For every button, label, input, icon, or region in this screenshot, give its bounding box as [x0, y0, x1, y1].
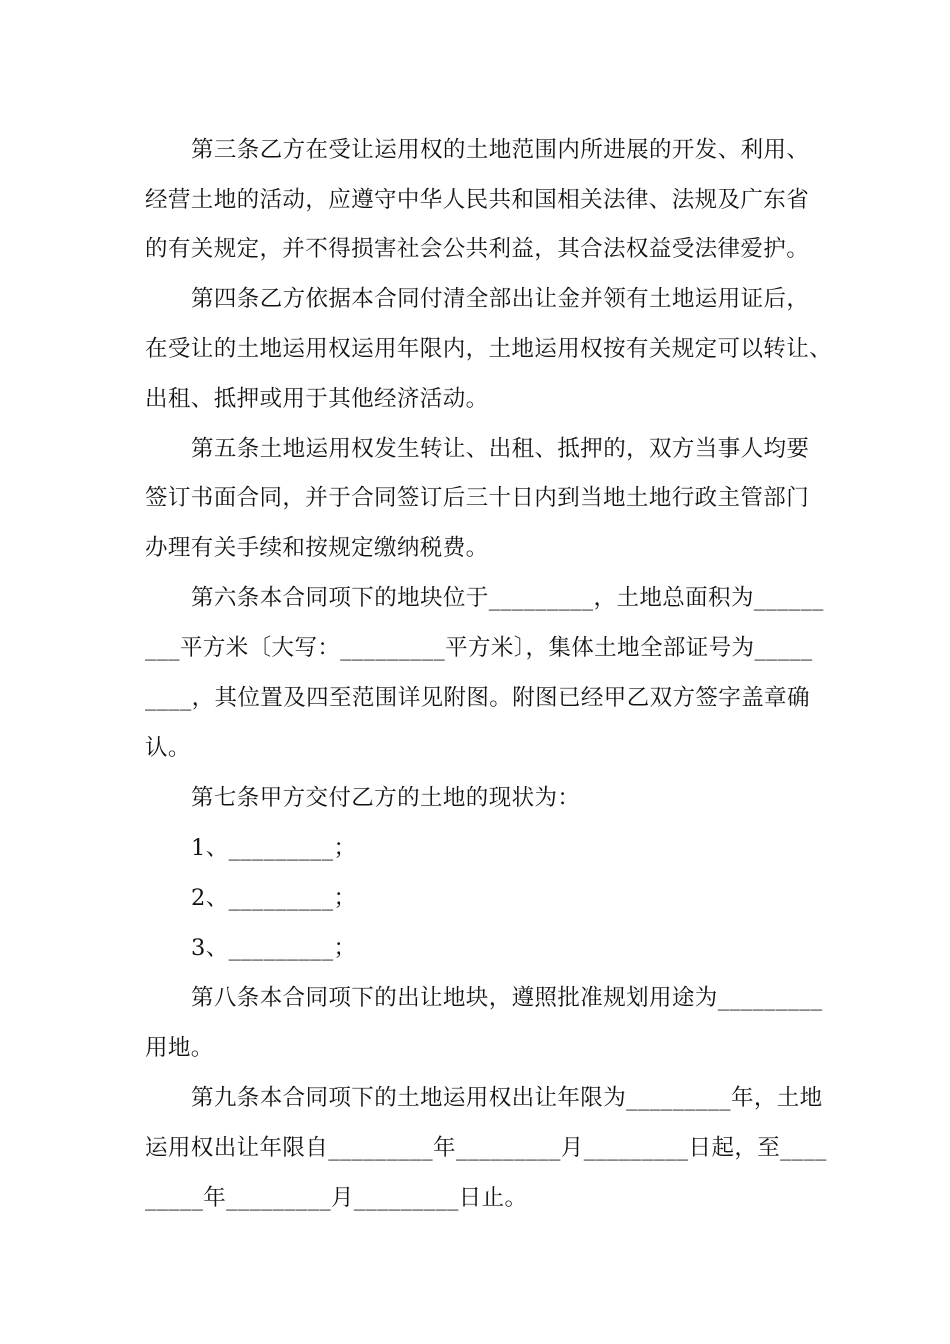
- article-3-line-2: 经营土地的活动，应遵守中华人民共和国相关法律、法规及广东省: [145, 187, 810, 213]
- article-8-line-1: 第八条本合同项下的出让地块，遵照批准规划用途为_________: [191, 985, 823, 1011]
- article-6-line-4: 认。: [145, 735, 191, 761]
- article-6-line-2: ___平方米〔大写：_________平方米〕，集体土地全部证号为_____: [145, 635, 813, 661]
- article-9-line-3: _____年_________月_________日止。: [145, 1185, 528, 1211]
- article-6-line-1: 第六条本合同项下的地块位于_________，土地总面积为______: [191, 585, 824, 611]
- article-5-line-1: 第五条土地运用权发生转让、出租、抵押的，双方当事人均要: [191, 436, 810, 462]
- article-9-line-2: 运用权出让年限自_________年_________月_________日起，至____: [145, 1135, 827, 1161]
- article-4-line-2: 在受让的土地运用权运用年限内，土地运用权按有关规定可以转让、: [145, 336, 833, 362]
- article-7-item-1: 1、_________；: [191, 835, 357, 861]
- article-3-line-1: 第三条乙方在受让运用权的土地范围内所进展的开发、利用、: [191, 137, 810, 163]
- article-5-line-3: 办理有关手续和按规定缴纳税费。: [145, 535, 489, 561]
- article-7-line-1: 第七条甲方交付乙方的土地的现状为：: [191, 785, 581, 811]
- article-4-line-1: 第四条乙方依据本合同付清全部出让金并领有土地运用证后，: [191, 286, 810, 312]
- article-5-line-2: 签订书面合同，并于合同签订后三十日内到当地土地行政主管部门: [145, 485, 810, 511]
- article-6-line-3: ____，其位置及四至范围详见附图。附图已经甲乙双方签字盖章确: [145, 685, 810, 711]
- article-4-line-3: 出租、抵押或用于其他经济活动。: [145, 386, 489, 412]
- article-3-line-3: 的有关规定，并不得损害社会公共利益，其合法权益受法律爱护。: [145, 236, 810, 262]
- article-9-line-1: 第九条本合同项下的土地运用权出让年限为_________年，土地: [191, 1085, 823, 1111]
- article-7-item-2: 2、_________；: [191, 885, 357, 911]
- article-7-item-3: 3、_________；: [191, 935, 357, 961]
- article-8-line-2: 用地。: [145, 1035, 214, 1061]
